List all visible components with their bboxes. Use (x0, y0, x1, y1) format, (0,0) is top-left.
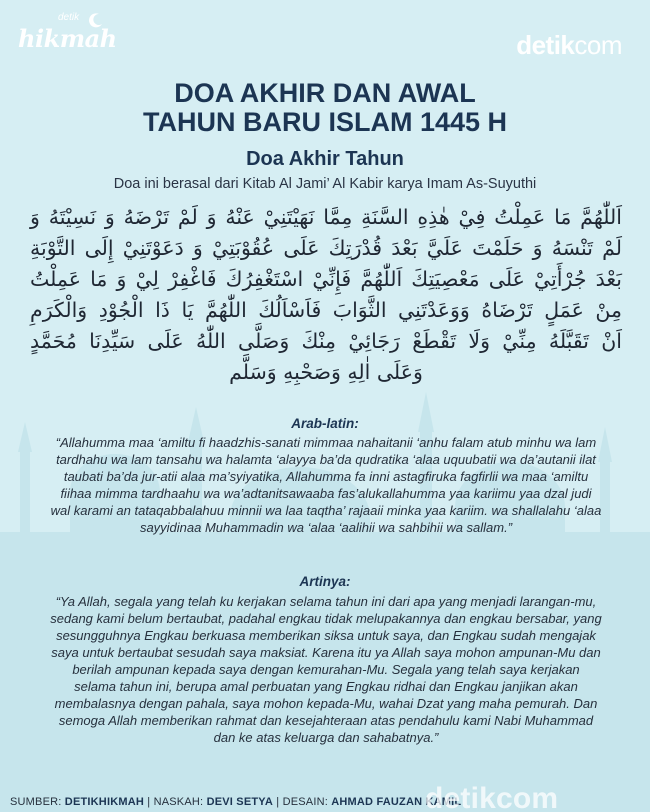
designer-value: AHMAD FAUZAN KAMIL (331, 796, 462, 808)
arabic-line: مِنْ عَمَلٍ تَرْضَاهُ وَوَعَدْتَنِي الثَّوَابَ فَاَسْاَلُكَ اللّٰهُمَّ يَا ذَا الْجُوْدِ وَالْكَرَمِ (30, 298, 622, 322)
credits-footer (10, 782, 559, 812)
arabic-line: اَللّٰهُمَّ مَا عَمِلْتُ فِيْ هٰذِهِ السَّنَةِ مِمَّا نَهَيْتَنِيْ عَنْهُ وَ لَمْ تَرْضَهُ وَ نَسِيْتَهُ وَ (30, 205, 622, 229)
publisher-main-text: detik (516, 30, 575, 60)
arabic-line: لَمْ تَنْسَهُ وَ حَلَمْتَ عَلَيَّ بَعْدَ قُدْرَتِكَ عَلَى عُقُوْبَتِيْ وَ دَعَوْتَنِيْ إِلَى التَّوْبَةِ (30, 236, 622, 260)
separator: | (147, 796, 151, 808)
latin-text: “Allahumma maa ‘amiltu fi haadzhis-sanati mimmaa nahaitanii ‘anhu falam atub minhu wa lam tardhahu wa lam tansahu wa halamta ‘alayya ba’da qudratika ‘alaa uquubatii wa da’autanii ilat taubati ba’da jur-atii alaa ma’syiyatika, Allahumma fa inni astagfiruka fagfirlii wa maa ‘amiltu fiihaa mimma tardhaahu wa wa’adtanitsawaaba fas’alukallahumma yaa kariimu yaa dzal judi wal karami an tataqabbalahuu minnii wa laa taqtha’ rajaaii minka yaa kariim. wa shallalahu ‘alaa sayyidinaa Muhammadin wa ‘alaa ‘aalihii wa sahbihii wa sallam.” (50, 435, 602, 535)
source-note: Doa ini berasal dari Kitab Al Jami’ Al Kabir karya Imam As-Suyuthi (113, 176, 537, 192)
separator: | (276, 796, 280, 808)
section-subtitle: Doa Akhir Tahun (246, 148, 404, 170)
page-title-line1: DOA AKHIR DAN AWAL (174, 78, 476, 108)
detikhikmah-logo (18, 10, 130, 54)
arabic-line: وَعَلَى اٰلِهِ وَصَحْبِهِ وَسَلَّم (229, 360, 423, 384)
writer-value: DEVI SETYA (206, 796, 273, 808)
arabic-prayer (30, 202, 622, 388)
source-label: SUMBER: (10, 796, 62, 808)
designer-label: DESAIN: (282, 796, 328, 808)
translation-text: “Ya Allah, segala yang telah ku kerjakan selama tahun ini dari apa yang menjadi larangan-mu, sedang kami belum bertaubat, padahal engkau tidak melupakannya dan engkau bersabar, yang sesungguhnya Engkau berkuasa memberikan siksa untuk saya, dan Engkau sudah mengajak saya untuk bertaubat sesudah saya maksiat. Karena itu ya Allah saya mohon ampunan-Mu dan berilah ampunan kepada saya dengan kemurahan-Mu. Segala yang telah saya kerjakan selama tahun ini, berupa amal perbuatan yang Engkau ridhai dan Engkau janjikan akan membalasnya dengan pahala, saya mohon kepada-Mu, wahai Dzat yang maha pemurah. Dan semoga Allah memberikan rahmat dan kesejahteraan atas pendahulu kami Nabi Muhammad dan ke atas keluarga dan sahabatnya.” (50, 594, 602, 745)
translation-heading: Artinya: (299, 574, 351, 589)
source-value: DETIKHIKMAH (64, 796, 144, 808)
latin-heading: Arab-latin: (291, 416, 359, 431)
writer-label: NASKAH: (153, 796, 204, 808)
page-title-line2: TAHUN BARU ISLAM 1445 H (142, 107, 508, 137)
detikcom-logo (516, 30, 622, 61)
logo-main-text: hikmah (18, 24, 117, 53)
publisher-suffix-text: com (574, 30, 622, 60)
detikcom-watermark: detikcom (425, 782, 559, 812)
arabic-line: بَعْدَ جُرْأَتِيْ عَلَى مَعْصِيَتِكَ اَللّٰهُمَّ فَإِنِّيْ اسْتَغْفِرُكَ فَاغْفِرْ لِيْ وَ مَا عَمِلْتُ (30, 267, 622, 291)
logo-small-text: detik (58, 12, 80, 23)
arabic-line: اَنْ تَقَبَّلَهُ مِنِّيْ وَلَا تَقْطَعْ رَجَائِيْ مِنْكَ وَصَلَّى اللّٰهُ عَلَى سَيِّدِنَا مُحَمَّدٍ (30, 329, 622, 353)
